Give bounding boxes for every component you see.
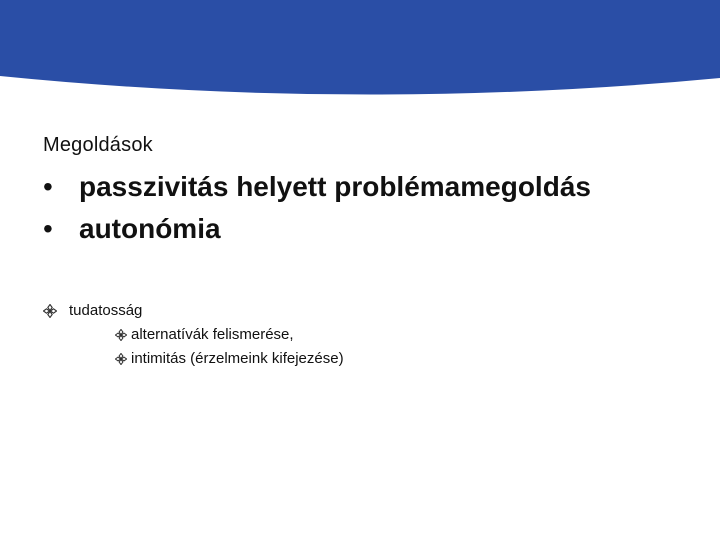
main-bullet-list [43, 166, 591, 250]
bullet-item [43, 166, 591, 208]
bullet-text: autonómia [79, 213, 221, 244]
bullet-marker: • [43, 171, 53, 202]
bullet-item [43, 208, 591, 250]
sub-bullet-item [115, 323, 344, 347]
bullet-marker: • [43, 213, 53, 244]
sub-bullet-item [43, 299, 344, 323]
diamond-bullet-icon [115, 329, 127, 341]
sub-bullet-text: tudatosság [69, 302, 143, 319]
bullet-text: passzivitás helyett problémamegoldás [79, 171, 591, 202]
diamond-bullet-icon [43, 304, 57, 318]
sub-bullet-text: intimitás (érzelmeink kifejezése) [131, 350, 344, 367]
header-banner [0, 0, 720, 105]
slide-heading: Megoldások [43, 134, 153, 156]
sub-bullet-list [43, 299, 344, 371]
sub-bullet-item [115, 347, 344, 371]
sub-bullet-text: alternatívák felismerése, [131, 326, 294, 343]
diamond-bullet-icon [115, 353, 127, 365]
